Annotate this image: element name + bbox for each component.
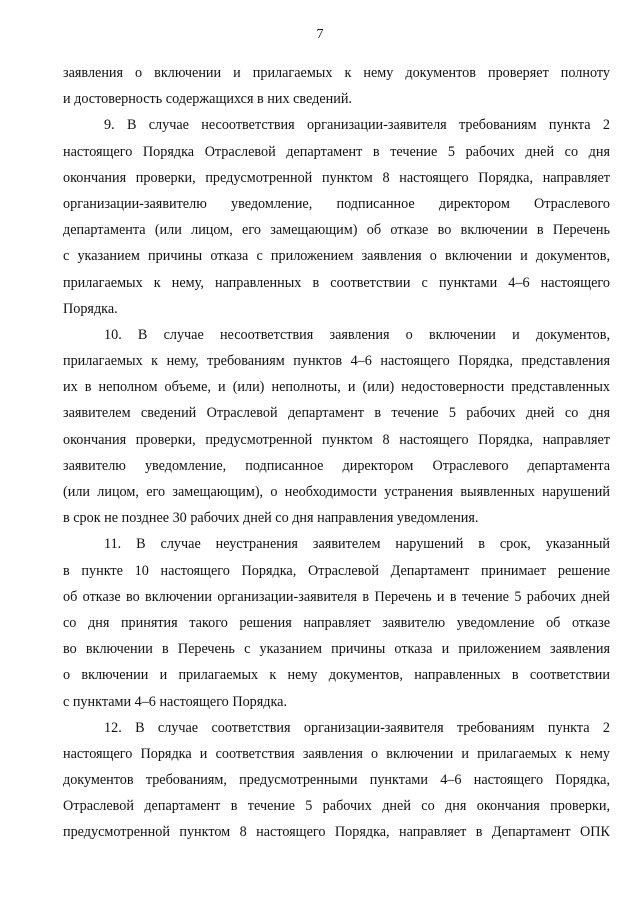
text-line: Порядка. — [63, 300, 118, 317]
text-line: Отраслевой департамент в течение 5 рабочих дней со дня окончания проверки, — [63, 798, 610, 815]
text-line: департамента (или лицом, его замещающим) об отказе во включении в Перечень — [63, 222, 610, 239]
text-line: настоящего Порядка Отраслевой департамент в течение 5 рабочих дней со дня — [63, 143, 610, 160]
text-line: окончания проверки, предусмотренной пунктом 8 настоящего Порядка, направляет — [63, 169, 610, 186]
text-line: предусмотренной пунктом 8 настоящего Порядка, направляет в Департамент ОПК — [63, 824, 610, 841]
text-line: во включении в Перечень с указанием причины отказа и приложением заявления — [63, 641, 610, 658]
text-line: со дня принятия такого решения направляет заявителю уведомление об отказе — [63, 614, 610, 631]
text-line: о включении и прилагаемых к нему документов, направленных в соответствии — [63, 667, 610, 684]
text-line: с пунктами 4–6 настоящего Порядка. — [63, 693, 288, 710]
text-line: 10. В случае несоответствия заявления о включении и документов, — [104, 326, 610, 343]
text-line: в срок не позднее 30 рабочих дней со дня направления уведомления. — [63, 510, 479, 527]
text-line: заявителем сведений Отраслевой департамент в течение 5 рабочих дней со дня — [63, 405, 610, 422]
text-line: заявителю уведомление, подписанное директором Отраслевого департамента — [63, 457, 610, 474]
text-line: (или лицом, его замещающим), о необходимости устранения выявленных нарушений — [63, 484, 610, 500]
paragraph-item-11 — [63, 531, 610, 714]
text-line: прилагаемых к нему, требованиям пунктов 4–6 настоящего Порядка, представления — [63, 353, 610, 370]
text-line: их в неполном объеме, и (или) неполноты, и (или) недостоверности представленных — [63, 379, 610, 396]
text-line: и достоверность содержащихся в них сведений. — [63, 91, 352, 108]
text-line: об отказе во включении организации-заявителя в Перечень и в течение 5 рабочих дней — [63, 588, 610, 605]
text-line: 9. В случае несоответствия организации-заявителя требованиям пункта 2 — [104, 117, 610, 134]
text-line: в пункте 10 настоящего Порядка, Отраслевой Департамент принимает решение — [63, 562, 610, 579]
text-line: 11. В случае неустранения заявителем нарушений в срок, указанный — [104, 536, 610, 553]
text-line: настоящего Порядка и соответствия заявления о включении и прилагаемых к нему — [63, 745, 610, 762]
text-line: с указанием причины отказа с приложением заявления о включении и документов, — [63, 248, 610, 265]
document-body — [63, 60, 610, 846]
paragraph-item-9 — [63, 112, 610, 322]
text-line: окончания проверки, предусмотренной пунктом 8 настоящего Порядка, направляет — [63, 431, 610, 448]
text-line: заявления о включении и прилагаемых к нему документов проверяет полноту — [63, 65, 610, 81]
text-line: документов требованиям, предусмотренными пунктами 4–6 настоящего Порядка, — [63, 772, 610, 789]
page-number: 7 — [316, 27, 324, 42]
text-line: прилагаемых к нему, направленных в соответствии с пунктами 4–6 настоящего — [63, 274, 610, 291]
paragraph-continuation — [63, 60, 610, 112]
paragraph-item-12 — [63, 715, 610, 846]
paragraph-item-10 — [63, 322, 610, 532]
text-line: организации-заявителю уведомление, подписанное директором Отраслевого — [63, 195, 610, 212]
text-line: 12. В случае соответствия организации-заявителя требованиям пункта 2 — [104, 719, 610, 736]
